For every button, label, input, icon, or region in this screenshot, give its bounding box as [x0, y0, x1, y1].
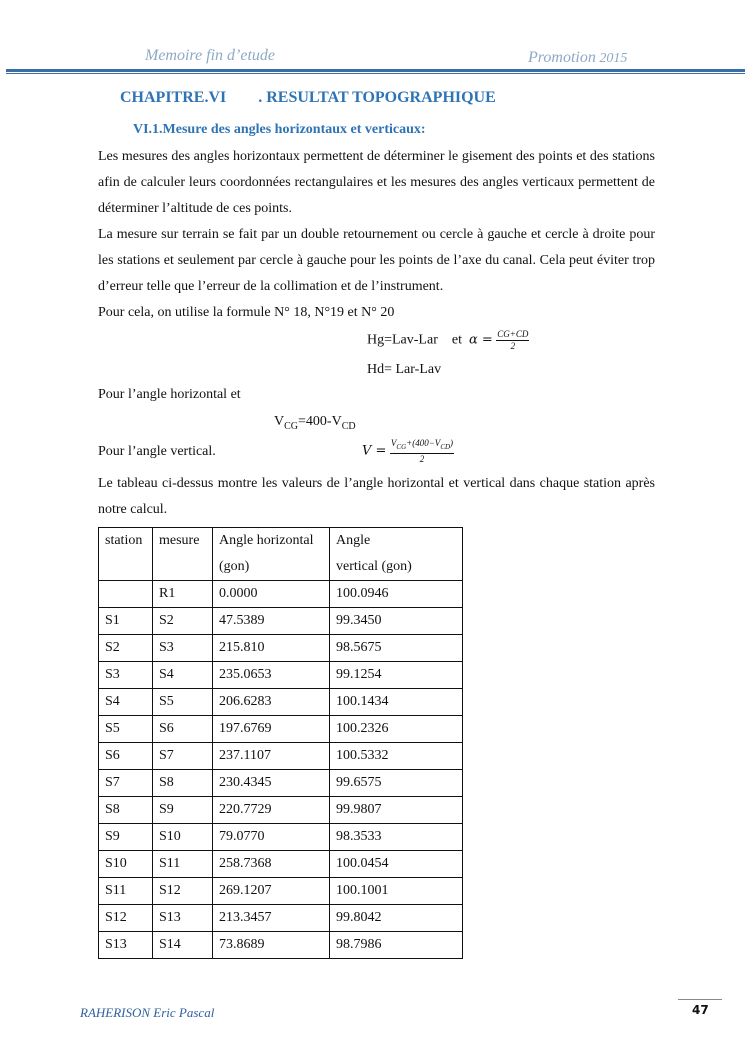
header-horizontal-line1: Angle horizontal [219, 533, 314, 548]
header-horizontal [213, 528, 330, 581]
cell-station: S9 [99, 824, 153, 851]
cell-mesure: S7 [153, 743, 213, 770]
cell-mesure: S9 [153, 797, 213, 824]
label-horizontal-angle: Pour l’angle horizontal et [98, 387, 241, 402]
formula-vcg-v: V [274, 414, 285, 429]
cell-vertical: 100.2326 [330, 716, 463, 743]
cell-horizontal: 269.1207 [213, 878, 330, 905]
cell-station: S3 [99, 662, 153, 689]
header-vertical [330, 528, 463, 581]
chapter-heading [120, 89, 496, 107]
formula-alpha-lhs: α = [468, 332, 493, 348]
cell-mesure: S13 [153, 905, 213, 932]
cell-vertical: 100.5332 [330, 743, 463, 770]
formula-v-lhs: V = [362, 443, 387, 459]
cell-horizontal: 197.6769 [213, 716, 330, 743]
formula-hd: Hd= Lar-Lav [367, 362, 442, 377]
header-rule-thick [6, 69, 745, 72]
header-document-title: Memoire fin d’etude [145, 47, 276, 64]
cell-station: S10 [99, 851, 153, 878]
cell-station: S5 [99, 716, 153, 743]
header-promotion-year: 2015 [599, 51, 628, 66]
formula-vcg [274, 414, 356, 432]
cell-mesure: S3 [153, 635, 213, 662]
chapter-number: CHAPITRE.VI [120, 89, 227, 106]
table-row [99, 716, 463, 743]
formula-v-numerator [390, 438, 454, 454]
paragraph-angles-purpose: Les mesures des angles horizontaux permettent de déterminer le gisement des points et des stations afin de calculer leurs coordonnées rectangulaires et les mesures des angles verticaux permettent de déterminer l’altitude de ces points. [98, 149, 655, 216]
cell-vertical: 98.5675 [330, 635, 463, 662]
paragraph-table-intro: Le tableau ci-dessus montre les valeurs de l’angle horizontal et vertical dans chaque station après notre calcul. [98, 476, 655, 517]
formula-alpha-denominator: 2 [510, 341, 516, 351]
cell-horizontal: 220.7729 [213, 797, 330, 824]
cell-mesure: S5 [153, 689, 213, 716]
cell-station: S2 [99, 635, 153, 662]
section-heading: VI.1.Mesure des angles horizontaux et verticaux: [133, 122, 426, 137]
formula-et: et [451, 332, 462, 348]
formula-v-num-sub-cg: CG [396, 442, 407, 451]
cell-station: S12 [99, 905, 153, 932]
cell-vertical: 100.1434 [330, 689, 463, 716]
table-row [99, 797, 463, 824]
formula-vcg-sub-cd: CD [341, 420, 356, 432]
cell-mesure: S12 [153, 878, 213, 905]
formula-alpha-numerator: CG+CD [497, 329, 529, 339]
formula-v-num-close: ) [450, 438, 454, 448]
cell-mesure: S8 [153, 770, 213, 797]
cell-mesure: S4 [153, 662, 213, 689]
table-row [99, 824, 463, 851]
cell-vertical: 98.7986 [330, 932, 463, 959]
header-mesure: mesure [153, 528, 213, 581]
formula-vcg-mid: =400-V [298, 414, 342, 429]
cell-vertical: 98.3533 [330, 824, 463, 851]
chapter-title: . RESULTAT TOPOGRAPHIQUE [258, 89, 496, 106]
cell-vertical: 100.0946 [330, 581, 463, 608]
table-row [99, 905, 463, 932]
cell-vertical: 99.6575 [330, 770, 463, 797]
cell-station: S4 [99, 689, 153, 716]
paragraph-formula-reference: Pour cela, on utilise la formule N° 18, N°19 et N° 20 [98, 305, 395, 320]
cell-horizontal: 47.5389 [213, 608, 330, 635]
formula-v-denominator: 2 [419, 453, 425, 464]
cell-vertical: 99.8042 [330, 905, 463, 932]
cell-horizontal: 230.4345 [213, 770, 330, 797]
table-row [99, 878, 463, 905]
table-row [99, 608, 463, 635]
table-row [99, 635, 463, 662]
formula-hg: Hg=Lav-Lar [367, 332, 438, 348]
cell-mesure: S11 [153, 851, 213, 878]
cell-station: S13 [99, 932, 153, 959]
header-horizontal-line2: (gon) [219, 559, 250, 574]
cell-mesure: S14 [153, 932, 213, 959]
table-row [99, 743, 463, 770]
table-row [99, 689, 463, 716]
footer-rule [678, 999, 722, 1000]
cell-vertical: 99.3450 [330, 608, 463, 635]
header-promotion-word: Promotion [528, 49, 596, 66]
cell-mesure: S10 [153, 824, 213, 851]
cell-horizontal: 213.3457 [213, 905, 330, 932]
cell-vertical: 100.1001 [330, 878, 463, 905]
cell-station: S11 [99, 878, 153, 905]
cell-mesure: S6 [153, 716, 213, 743]
formula-v-fraction [390, 438, 454, 465]
formula-alpha-fraction [496, 329, 529, 352]
table-row [99, 932, 463, 959]
cell-station: S6 [99, 743, 153, 770]
cell-mesure: S2 [153, 608, 213, 635]
formula-vcg-sub-cg: CG [284, 420, 299, 432]
cell-station [99, 581, 153, 608]
table-row [99, 662, 463, 689]
paragraph-measurement-method: La mesure sur terrain se fait par un double retournement ou cercle à gauche et cercle à droite pour les stations et seulement par cercle à gauche pour les points de l’axe du canal. Cela peut éviter trop d’erreur telle que l’erreur de la collimation et de l’instrument. [98, 227, 655, 294]
angles-table [98, 527, 463, 959]
cell-horizontal: 0.0000 [213, 581, 330, 608]
cell-station: S1 [99, 608, 153, 635]
cell-vertical: 99.9807 [330, 797, 463, 824]
cell-horizontal: 73.8689 [213, 932, 330, 959]
footer-author: RAHERISON Eric Pascal [80, 1005, 215, 1020]
table-row [99, 581, 463, 608]
table-row [99, 851, 463, 878]
header-rule-thin [6, 73, 745, 74]
header-promotion [528, 49, 627, 67]
formula-v-num-sub-cd: CD [440, 442, 451, 451]
header-vertical-line1: Angle [336, 533, 371, 548]
label-vertical-angle: Pour l’angle vertical. [98, 444, 216, 459]
cell-station: S7 [99, 770, 153, 797]
cell-mesure: R1 [153, 581, 213, 608]
cell-horizontal: 79.0770 [213, 824, 330, 851]
cell-horizontal: 206.6283 [213, 689, 330, 716]
cell-vertical: 100.0454 [330, 851, 463, 878]
header-station: station [99, 528, 153, 581]
cell-vertical: 99.1254 [330, 662, 463, 689]
formula-v [362, 438, 454, 465]
table-row [99, 770, 463, 797]
formula-v-num-v1: V [390, 438, 397, 448]
page-number: 47 [692, 1003, 709, 1017]
cell-horizontal: 237.1107 [213, 743, 330, 770]
header-vertical-line2: vertical (gon) [336, 559, 412, 574]
cell-station: S8 [99, 797, 153, 824]
cell-horizontal: 258.7368 [213, 851, 330, 878]
formula-hg-alpha [367, 329, 529, 352]
table-header-row [99, 528, 463, 581]
cell-horizontal: 215.810 [213, 635, 330, 662]
cell-horizontal: 235.0653 [213, 662, 330, 689]
formula-v-num-mid: +(400−V [406, 438, 441, 448]
